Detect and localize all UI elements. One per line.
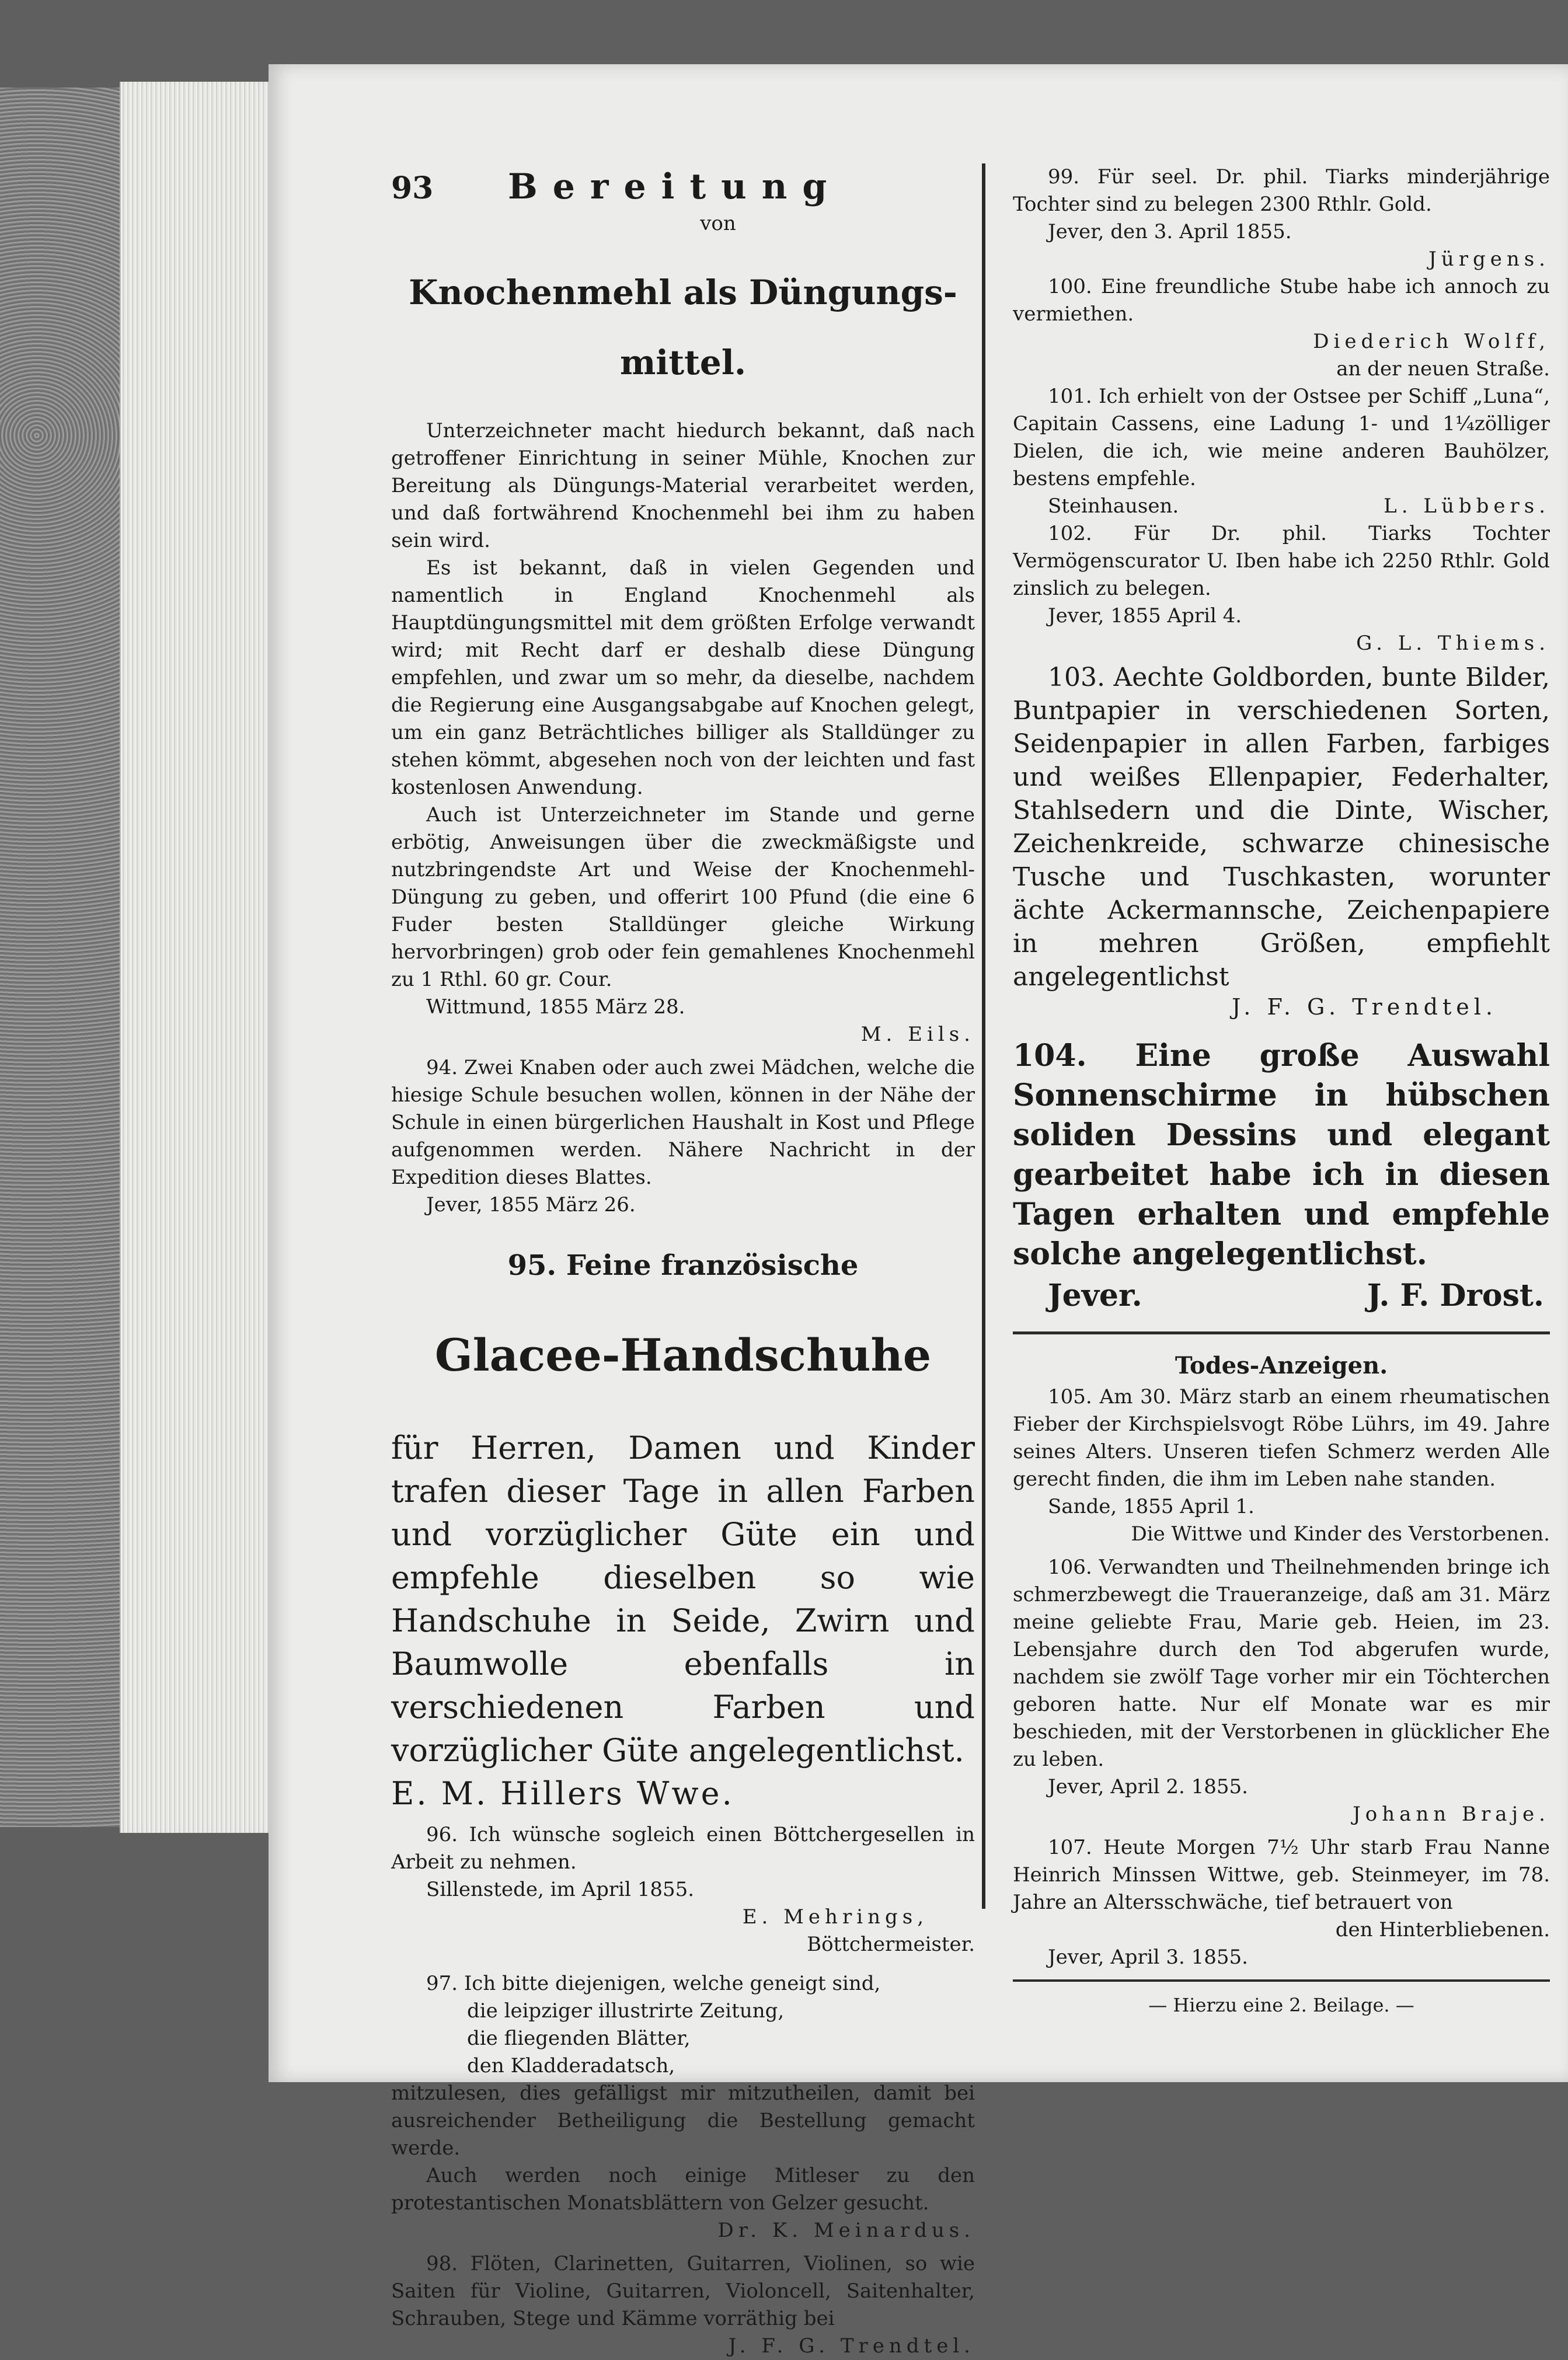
signature: J. F. G. Trendtel.: [1232, 994, 1497, 1020]
ad-95-signature: E. M. Hillers Wwe.: [391, 1775, 734, 1812]
title-subject-end: mittel.: [619, 343, 747, 382]
place-date: Wittmund, 1855 März 28.: [426, 995, 685, 1019]
ad-107: 107. Heute Morgen 7½ Uhr starb Frau Nanne Heinrich Minssen Wittwe, geb. Steinmeyer, im 78. Jahre an Altersschwäche, tief betrauert von: [1013, 1836, 1550, 1914]
ad-95-title: Glacee-Handschuhe: [434, 1329, 932, 1381]
ad-97-line: die leipziger illustrirte Zeitung,: [467, 1999, 785, 2023]
divider-rule: [1013, 1331, 1550, 1334]
signature: Jürgens.: [1428, 247, 1550, 271]
signature: J. F. G. Trendtel.: [728, 2334, 975, 2358]
signature-row: [1013, 1274, 1550, 1317]
place-date: Jever, den 3. April 1855.: [1048, 220, 1292, 243]
signature: den Hinterbliebenen.: [1335, 1918, 1550, 1941]
title-subject: Knochenmehl als Düngungs-: [409, 273, 957, 312]
ad-101: 101. Ich erhielt von der Ostsee per Schiff „Luna“, Capitain Cassens, eine Ladung 1- und 1¼zölliger Dielen, die ich, wie meine anderen Bauhölzer, bestens empfehle.: [1013, 385, 1550, 490]
ad-97-line: die fliegenden Blätter,: [467, 2027, 691, 2050]
paragraph: Auch ist Unterzeichneter im Stande und gerne erbötig, Anweisungen über die zweckmäßigste und nutzbringendste Art und Weise der Knochenmehl-Düngung zu geben, und offerirt 100 Pfund (die eine 6 Fuder besten Stalldünger gleiche Wirkung hervorbringen) grob oder fein gemahlenes Knochenmehl zu 1 Rthl. 60 gr. Cour.: [391, 803, 975, 991]
right-column: [1013, 163, 1550, 2023]
signature: M. Eils.: [860, 1023, 975, 1046]
section-heading: Todes-Anzeigen.: [1175, 1352, 1388, 1379]
ad-97-line: den Kladderadatsch,: [467, 2054, 675, 2077]
ad-96: 96. Ich wünsche sogleich einen Böttchergesellen in Arbeit zu nehmen.: [391, 1823, 975, 1874]
signature: L. Lübbers.: [1384, 494, 1550, 518]
place: Jever.: [1048, 1278, 1142, 1313]
supplement-note: — Hierzu eine 2. Beilage. —: [1148, 1994, 1414, 2016]
ad-104: 104. Eine große Auswahl Sonnenschirme in hübschen soliden Dessins und elegant gearbeitet habe ich in diesen Tagen erhalten und empfehle solche angelegentlichst.: [1013, 1038, 1550, 1272]
page-edges: [120, 82, 273, 1833]
ad-103: 103. Aechte Goldborden, bunte Bilder, Buntpapier in verschiedenen Sorten, Seidenpapier in allen Farben, farbiges und weißes Ellenpapier, Federhalter, Stahlsedern und die Dinte, Wischer, Zeichenkreide, schwarze chinesische Tusche und Tuschkasten, worunter ächte Ackermannsche, Zeichenpapiere in mehren Größen, empfiehlt angelegentlichst: [1013, 663, 1550, 992]
column-divider: [982, 163, 985, 1909]
signature: Dr. K. Meinardus.: [717, 2219, 975, 2242]
ad-95-body: für Herren, Damen und Kinder trafen dieser Tage in allen Farben und vorzüglicher Güte ein und empfehle dieselben so wie Handschuhe in Seide, Zwirn und Baumwolle ebenfalls in verschiedenen Farben und vorzüglicher Güte angelegentlichst.: [391, 1430, 975, 1769]
divider-rule: [1013, 1979, 1550, 1982]
place-date: Sillenstede, im April 1855.: [426, 1878, 695, 1901]
signature: Die Wittwe und Kinder des Verstorbenen.: [1131, 1522, 1550, 1546]
ad-97-line: 97. Ich bitte diejenigen, welche geneigt sind,: [426, 1972, 881, 1995]
newspaper-page: [269, 64, 1568, 2358]
ad-97-rest: mitzulesen, dies gefälligst mir mitzutheilen, damit bei ausreichender Betheiligung die Bestellung gemacht werde.: [391, 2082, 975, 2160]
signature: E. Mehrings,: [742, 1905, 928, 1929]
book-cover-marbled: [0, 88, 124, 1827]
place-date: Sande, 1855 April 1.: [1048, 1495, 1255, 1518]
ad-100: 100. Eine freundliche Stube habe ich annoch zu vermiethen.: [1013, 275, 1550, 326]
ad-97-extra: Auch werden noch einige Mitleser zu den protestantischen Monatsblättern von Gelzer gesucht.: [391, 2164, 975, 2215]
signature: Johann Braje.: [1353, 1803, 1550, 1826]
ad-98: 98. Flöten, Clarinetten, Guitarren, Violinen, so wie Saiten für Violine, Guitarren, Violoncell, Saitenhalter, Schrauben, Stege und Kämme vorräthig bei: [391, 2252, 975, 2330]
signature-title: Böttchermeister.: [807, 1933, 975, 1956]
place-date: Jever, 1855 März 26.: [426, 1193, 636, 1216]
place-date: Jever, 1855 April 4.: [1048, 604, 1242, 628]
ad-105: 105. Am 30. März starb an einem rheumatischen Fieber der Kirchspielsvogt Röbe Lührs, im 49. Jahre seines Alters. Unseren tiefen Schmerz werden Alle gerecht finden, die ihm im Leben nahe standen.: [1013, 1385, 1550, 1491]
signature-row: [1013, 493, 1550, 520]
signature-address: an der neuen Straße.: [1336, 357, 1550, 381]
page-number: 93: [391, 170, 434, 206]
place: Steinhausen.: [1048, 494, 1179, 518]
signature: J. F. Drost.: [1367, 1278, 1544, 1313]
signature: G. L. Thiems.: [1356, 632, 1550, 655]
ad-102: 102. Für Dr. phil. Tiarks Tochter Vermögenscurator U. Iben habe ich 2250 Rthlr. Gold zinslich zu belegen.: [1013, 522, 1550, 600]
title-connector: von: [700, 212, 736, 235]
ad-95-heading: 95. Feine französische: [507, 1249, 859, 1282]
signature: Diederich Wolff,: [1313, 330, 1550, 353]
place-date: Jever, April 3. 1855.: [1048, 1946, 1248, 1969]
paragraph: Es ist bekannt, daß in vielen Gegenden und namentlich in England Knochenmehl als Hauptdüngungsmittel mit dem größten Erfolge verwandt wird; mit Recht darf er deshalb diese Düngung empfehlen, und zwar um so mehr, da dieselbe, nachdem die Regierung eine Ausgangsabgabe auf Knochen gelegt, um ein ganz Beträchtliches billiger als Stalldünger zu stehen kömmt, abgesehen noch von der leichten und fast kostenlosen Anwendung.: [391, 556, 975, 799]
paragraph: Unterzeichneter macht hiedurch bekannt, daß nach getroffener Einrichtung in seiner Mühle, Knochen zur Bereitung als Düngungs-Material verarbeitet werden, und daß fortwährend Knochenmehl bei ihm zu haben sein wird.: [391, 419, 975, 552]
article-title: Bereitung: [508, 166, 842, 207]
ad-106: 106. Verwandten und Theilnehmenden bringe ich schmerzbewegt die Traueranzeige, daß am 31. März meine geliebte Frau, Marie geb. Heien, im 23. Lebensjahre durch den Tod abgerufen wurde, nachdem sie zwölf Tage vorher mir ein Töchterchen geboren hatte. Nur elf Monate war es mir beschieden, mit der Verstorbenen in glücklicher Ehe zu leben.: [1013, 1556, 1550, 1771]
ad-94: 94. Zwei Knaben oder auch zwei Mädchen, welche die hiesige Schule besuchen wollen, können in der Nähe der Schule in einen bürgerlichen Haushalt in Kost und Pflege aufgenommen werden. Nähere Nachricht in der Expedition dieses Blattes.: [391, 1056, 975, 1189]
ad-99: 99. Für seel. Dr. phil. Tiarks minderjährige Tochter sind zu belegen 2300 Rthlr. Gold.: [1013, 165, 1550, 216]
place-date: Jever, April 2. 1855.: [1048, 1775, 1248, 1798]
